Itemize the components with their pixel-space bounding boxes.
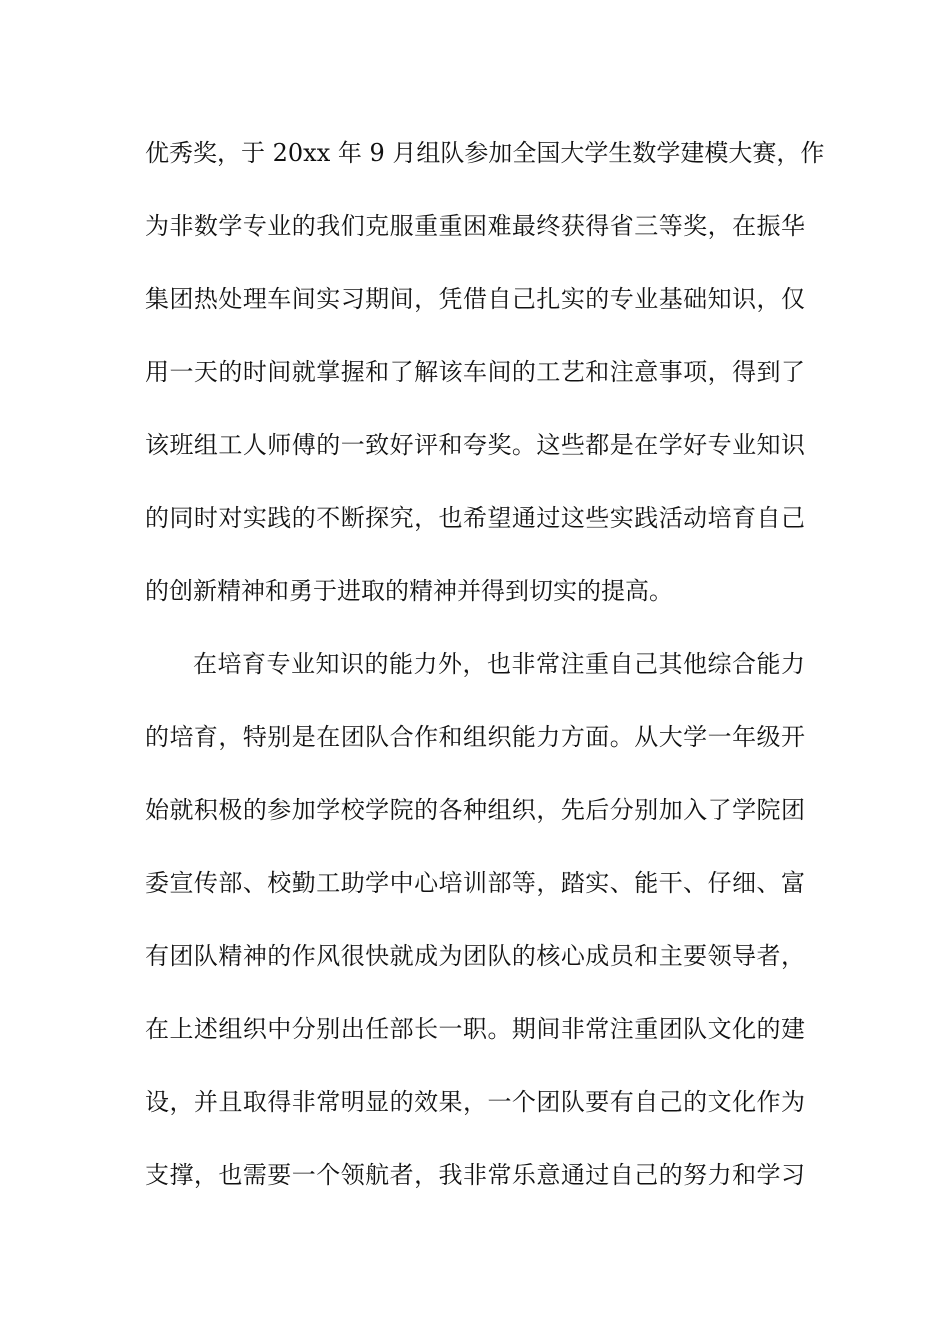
text-line: 设，并且取得非常明显的效果，一个团队要有自己的文化作为: [145, 1088, 805, 1116]
text-line: 在上述组织中分别出任部长一职。期间非常注重团队文化的建: [145, 1015, 805, 1043]
paragraph-end-line: 的创新精神和勇于进取的精神并得到切实的提高。: [145, 577, 673, 605]
text-line: 用一天的时间就掌握和了解该车间的工艺和注意事项，得到了: [145, 358, 805, 386]
paragraph-start-line: 在培育专业知识的能力外，也非常注重自己其他综合能力: [193, 650, 805, 678]
text-line: 有团队精神的作风很快就成为团队的核心成员和主要领导者，: [145, 942, 805, 970]
text-line: 优秀奖，于 20xx 年 9 月组队参加全国大学生数学建模大赛，作: [145, 139, 825, 167]
text-line: 为非数学专业的我们克服重重困难最终获得省三等奖，在振华: [145, 212, 805, 240]
body-text: [145, 126, 825, 1221]
text-line: 的同时对实践的不断探究，也希望通过这些实践活动培育自己: [145, 504, 805, 532]
text-line: 支撑，也需要一个领航者，我非常乐意通过自己的努力和学习: [145, 1161, 805, 1189]
text-line: 的培育，特别是在团队合作和组织能力方面。从大学一年级开: [145, 723, 805, 751]
text-line: 委宣传部、校勤工助学中心培训部等，踏实、能干、仔细、富: [145, 869, 805, 897]
text-line: 集团热处理车间实习期间，凭借自己扎实的专业基础知识，仅: [145, 285, 805, 313]
text-line: 始就积极的参加学校学院的各种组织，先后分别加入了学院团: [145, 796, 805, 824]
text-line: 该班组工人师傅的一致好评和夸奖。这些都是在学好专业知识: [145, 431, 805, 459]
